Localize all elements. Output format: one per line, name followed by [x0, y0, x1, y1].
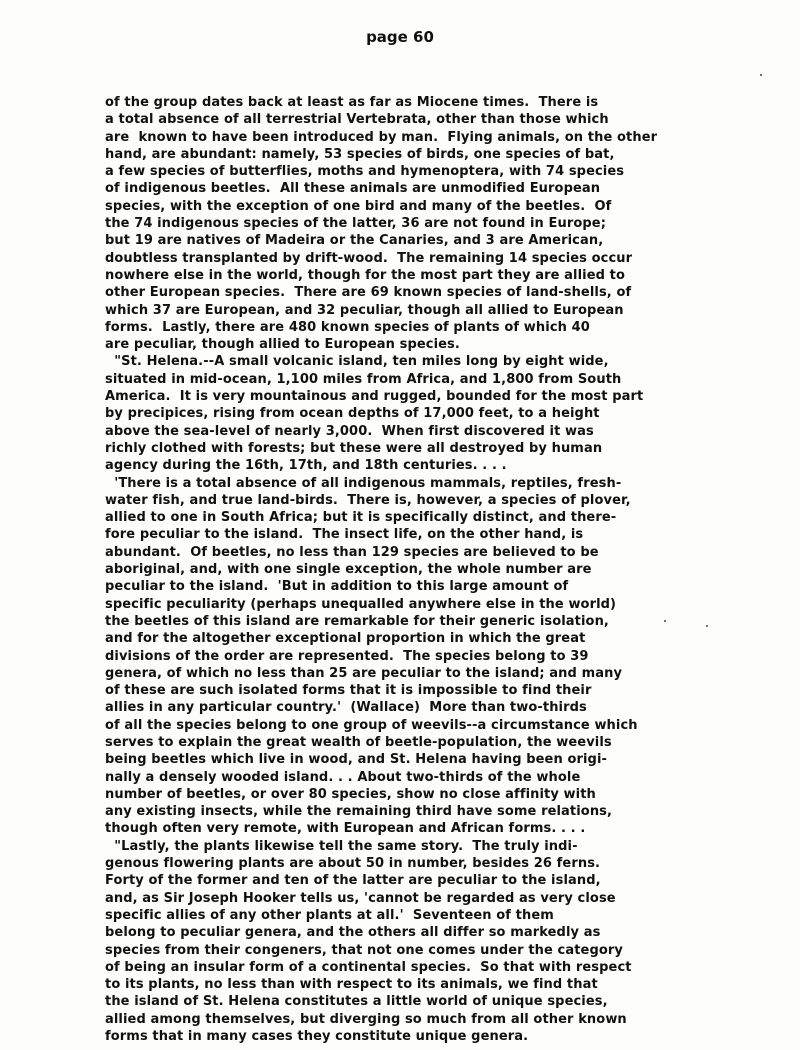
text-line: number of beetles, or over 80 species, show no close affinity with: [105, 786, 596, 802]
paragraph: [105, 353, 765, 474]
text-line: forms that in many cases they constitute unique genera.: [105, 1029, 529, 1045]
text-line: the island of St. Helena constitutes a little world of unique species,: [105, 994, 608, 1010]
text-line: specific allies of any other plants at all.' Seventeen of them: [105, 907, 554, 923]
text-line: are known to have been introduced by man. Flying animals, on the other: [105, 129, 658, 145]
text-line: species, with the exception of one bird and many of the beetles. Of: [105, 198, 612, 214]
text-line: though often very remote, with European and African forms. . . .: [105, 821, 586, 837]
text-line: and, as Sir Joseph Hooker tells us, 'cannot be regarded as very close: [105, 890, 616, 906]
scan-speck: [760, 74, 762, 76]
text-line: above the sea-level of nearly 3,000. When first discovered it was: [105, 423, 594, 439]
text-line: allies in any particular country.' (Wallace) More than two-thirds: [105, 700, 587, 716]
scan-speck: [664, 620, 666, 622]
text-line: of these are such isolated forms that it is impossible to find their: [105, 683, 592, 699]
text-line: which 37 are European, and 32 peculiar, though all allied to European: [105, 302, 624, 318]
body-text: [105, 94, 765, 1045]
text-line: agency during the 16th, 17th, and 18th centuries. . . .: [105, 458, 507, 474]
text-line: forms. Lastly, there are 480 known species of plants of which 40: [105, 319, 590, 335]
text-line: nally a densely wooded island. . . About two-thirds of the whole: [105, 769, 581, 785]
text-line: being beetles which live in wood, and St. Helena having been origi-: [105, 752, 608, 768]
paragraph: [105, 475, 765, 838]
text-line: doubtless transplanted by drift-wood. The remaining 14 species occur: [105, 250, 633, 266]
text-line: serves to explain the great wealth of beetle-population, the weevils: [105, 734, 612, 750]
text-line: "Lastly, the plants likewise tell the same story. The truly indi-: [105, 838, 578, 854]
text-line: allied to one in South Africa; but it is specifically distinct, and there-: [105, 510, 617, 526]
text-line: allied among themselves, but diverging so much from all other known: [105, 1011, 627, 1027]
text-line: of being an insular form of a continental species. So that with respect: [105, 959, 632, 975]
paragraph: [105, 838, 765, 1046]
text-line: of all the species belong to one group of weevils--a circumstance which: [105, 717, 638, 733]
text-line: abundant. Of beetles, no less than 129 species are believed to be: [105, 544, 599, 560]
page-number: page 60: [366, 28, 434, 46]
scan-speck: [706, 625, 708, 627]
text-line: species from their congeners, that not one comes under the category: [105, 942, 623, 958]
text-line: to its plants, no less than with respect to its animals, we find that: [105, 977, 598, 993]
text-line: a total absence of all terrestrial Vertebrata, other than those which: [105, 112, 609, 128]
text-line: hand, are abundant: namely, 53 species of birds, one species of bat,: [105, 146, 615, 162]
text-line: the 74 indigenous species of the latter, 36 are not found in Europe;: [105, 216, 607, 232]
text-line: specific peculiarity (perhaps unequalled anywhere else in the world): [105, 596, 617, 612]
text-line: fore peculiar to the island. The insect life, on the other hand, is: [105, 527, 584, 543]
text-line: richly clothed with forests; but these were all destroyed by human: [105, 440, 603, 456]
text-line: any existing insects, while the remaining third have some relations,: [105, 804, 613, 820]
text-line: of the group dates back at least as far as Miocene times. There is: [105, 95, 599, 110]
text-line: America. It is very mountainous and rugged, bounded for the most part: [105, 389, 644, 405]
text-line: belong to peculiar genera, and the others all differ so markedly as: [105, 925, 601, 941]
paragraph: [105, 94, 765, 353]
text-line: Forty of the former and ten of the latter are peculiar to the island,: [105, 873, 601, 889]
text-line: genera, of which no less than 25 are peculiar to the island; and many: [105, 665, 623, 681]
text-line: situated in mid-ocean, 1,100 miles from Africa, and 1,800 from South: [105, 371, 622, 387]
text-line: 'There is a total absence of all indigenous mammals, reptiles, fresh-: [105, 475, 622, 491]
text-line: water fish, and true land-birds. There is, however, a species of plover,: [105, 492, 631, 508]
text-line: and for the altogether exceptional proportion in which the great: [105, 631, 586, 647]
text-line: a few species of butterflies, moths and hymenoptera, with 74 species: [105, 164, 625, 180]
text-line: the beetles of this island are remarkable for their generic isolation,: [105, 613, 609, 629]
text-line: but 19 are natives of Madeira or the Canaries, and 3 are American,: [105, 233, 604, 249]
text-line: are peculiar, though allied to European species.: [105, 337, 460, 353]
text-line: by precipices, rising from ocean depths of 17,000 feet, to a height: [105, 406, 600, 422]
text-line: genous flowering plants are about 50 in number, besides 26 ferns.: [105, 856, 601, 872]
text-line: aboriginal, and, with one single exception, the whole number are: [105, 562, 592, 578]
text-line: divisions of the order are represented. The species belong to 39: [105, 648, 589, 664]
text-line: nowhere else in the world, though for the most part they are allied to: [105, 267, 626, 283]
text-line: "St. Helena.--A small volcanic island, ten miles long by eight wide,: [105, 354, 609, 370]
text-line: peculiar to the island. 'But in addition to this large amount of: [105, 579, 569, 595]
text-line: other European species. There are 69 known species of land-shells, of: [105, 285, 632, 301]
text-line: of indigenous beetles. All these animals are unmodified European: [105, 181, 601, 197]
